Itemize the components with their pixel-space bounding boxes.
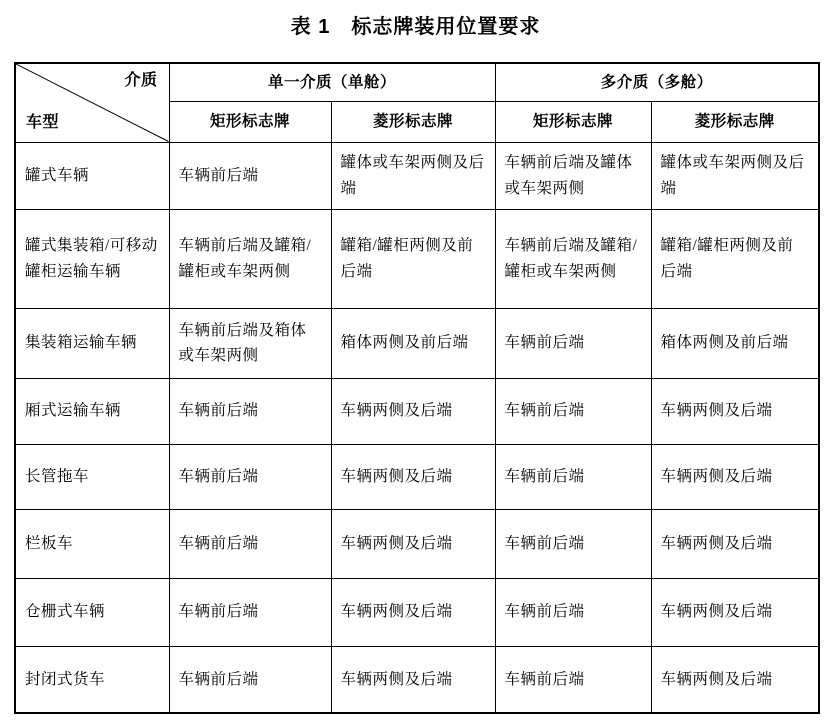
- vehicle-type-cell: 厢式运输车辆: [15, 378, 169, 444]
- table-cell: 车辆前后端: [495, 308, 651, 378]
- table-cell: 车辆前后端: [169, 509, 331, 578]
- table-cell: 车辆前后端: [495, 646, 651, 713]
- corner-header-cell: [15, 63, 169, 142]
- vehicle-type-cell: 封闭式货车: [15, 646, 169, 713]
- table-cell: 车辆前后端: [169, 578, 331, 646]
- table-caption: 表 1 标志牌装用位置要求: [290, 16, 541, 38]
- table-cell: 车辆前后端: [169, 444, 331, 509]
- table-cell: 车辆两侧及后端: [331, 444, 495, 509]
- table-row: [15, 209, 819, 308]
- table-cell: 罐箱/罐柜两侧及前后端: [651, 209, 819, 308]
- table-cell: 箱体两侧及前后端: [331, 308, 495, 378]
- table-cell: 车辆两侧及后端: [331, 578, 495, 646]
- table-cell: 车辆前后端: [495, 509, 651, 578]
- table-row: [15, 142, 819, 209]
- table-cell: 罐体或车架两侧及后端: [651, 142, 819, 209]
- vehicle-type-cell: 罐式车辆: [15, 142, 169, 209]
- table-cell: 车辆前后端及罐箱/罐柜或车架两侧: [495, 209, 651, 308]
- table-row: [15, 378, 819, 444]
- subheader-rect-plate-multi: 矩形标志牌: [495, 101, 651, 142]
- sign-position-table: [14, 62, 820, 714]
- table-cell: 车辆前后端: [495, 578, 651, 646]
- subheader-rect-plate-single: 矩形标志牌: [169, 101, 331, 142]
- table-row: [15, 578, 819, 646]
- table-cell: 罐箱/罐柜两侧及前后端: [331, 209, 495, 308]
- vehicle-type-cell: 集装箱运输车辆: [15, 308, 169, 378]
- table-cell: 车辆两侧及后端: [651, 509, 819, 578]
- table-row: [15, 509, 819, 578]
- table-cell: 车辆两侧及后端: [651, 578, 819, 646]
- table-cell: 车辆两侧及后端: [651, 646, 819, 713]
- table-cell: 车辆前后端及箱体或车架两侧: [169, 308, 331, 378]
- header-row-groups: [15, 63, 819, 101]
- table-cell: 箱体两侧及前后端: [651, 308, 819, 378]
- table-cell: 车辆前后端及罐箱/罐柜或车架两侧: [169, 209, 331, 308]
- corner-label-medium: 介质: [124, 72, 158, 89]
- table-cell: 车辆两侧及后端: [331, 378, 495, 444]
- table-row: [15, 444, 819, 509]
- table-cell: 车辆前后端: [495, 378, 651, 444]
- table-cell: 车辆前后端及罐体或车架两侧: [495, 142, 651, 209]
- subheader-diamond-plate-multi: 菱形标志牌: [651, 101, 819, 142]
- corner-label-vehicle-type: 车型: [26, 113, 60, 131]
- table-row: [15, 646, 819, 713]
- table-cell: 车辆前后端: [169, 142, 331, 209]
- group-header-multi-medium: 多介质（多舱）: [495, 63, 819, 101]
- table-cell: 车辆两侧及后端: [651, 378, 819, 444]
- table-row: [15, 308, 819, 378]
- vehicle-type-cell: 栏板车: [15, 509, 169, 578]
- table-cell: 罐体或车架两侧及后端: [331, 142, 495, 209]
- table-cell: 车辆前后端: [169, 378, 331, 444]
- table-cell: 车辆前后端: [169, 646, 331, 713]
- vehicle-type-cell: 长管拖车: [15, 444, 169, 509]
- table-cell: 车辆两侧及后端: [331, 646, 495, 713]
- vehicle-type-cell: 仓栅式车辆: [15, 578, 169, 646]
- table-cell: 车辆两侧及后端: [331, 509, 495, 578]
- vehicle-type-cell: 罐式集装箱/可移动罐柜运输车辆: [15, 209, 169, 308]
- group-header-single-medium: 单一介质（单舱）: [169, 63, 495, 101]
- table-cell: 车辆两侧及后端: [651, 444, 819, 509]
- subheader-diamond-plate-single: 菱形标志牌: [331, 101, 495, 142]
- table-cell: 车辆前后端: [495, 444, 651, 509]
